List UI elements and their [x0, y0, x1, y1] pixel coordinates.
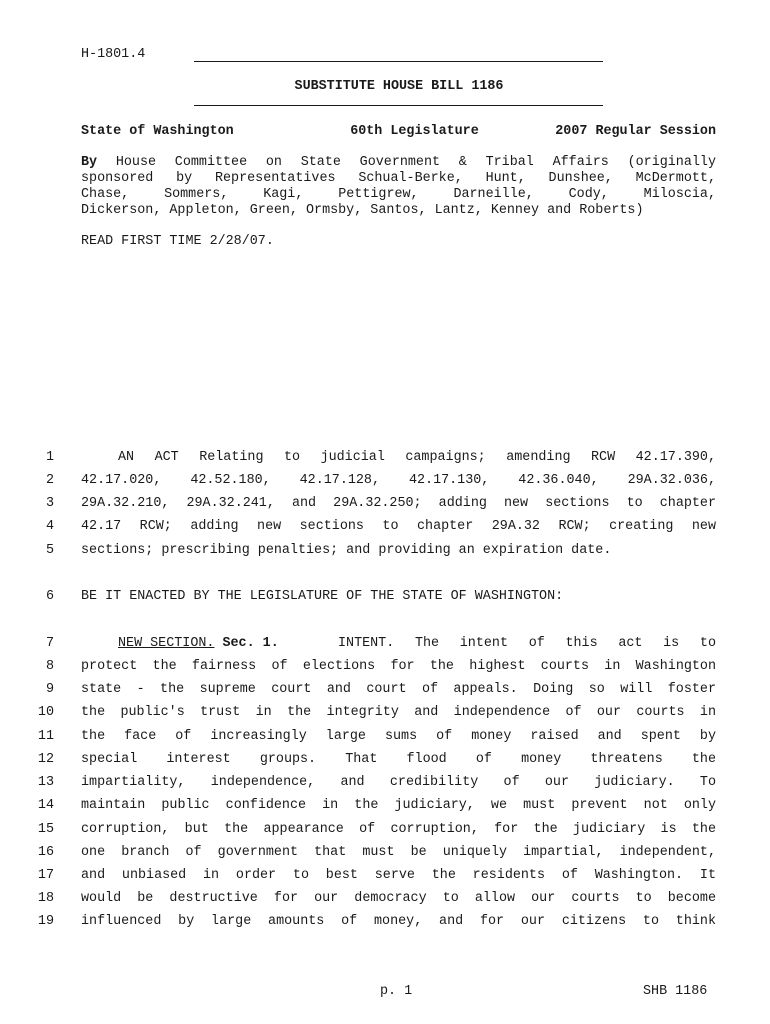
line-number: 7 — [45, 636, 54, 651]
session-line — [81, 124, 716, 139]
sponsor-line-2: sponsored by Representatives Schual-Berke, Hunt, Dunshee, McDermott, — [81, 171, 716, 186]
body-line: corruption, but the appearance of corruption, for the judiciary is the — [81, 822, 716, 837]
state-label: State of Washington — [81, 124, 234, 139]
line-number: 6 — [45, 589, 54, 604]
line-number: 2 — [45, 473, 54, 488]
line-number: 16 — [37, 845, 54, 860]
line-number: 1 — [45, 450, 54, 465]
body-line: the public's trust in the integrity and independence of our courts in — [81, 705, 716, 720]
body-line: impartiality, independence, and credibility of our judiciary. To — [81, 775, 716, 790]
line-number: 4 — [45, 519, 54, 534]
body-line: influenced by large amounts of money, and for our citizens to think — [81, 914, 716, 929]
body-line: sections; prescribing penalties; and providing an expiration date. — [81, 543, 612, 558]
line-number: 5 — [45, 543, 54, 558]
body-line: 42.17.020, 42.52.180, 42.17.128, 42.17.130, 42.36.040, 29A.32.036, — [81, 473, 716, 488]
body-line: 29A.32.210, 29A.32.241, and 29A.32.250; adding new sections to chapter — [81, 496, 716, 511]
body-line: protect the fairness of elections for the highest courts in Washington — [81, 659, 716, 674]
body-line: 42.17 RCW; adding new sections to chapter 29A.32 RCW; creating new — [81, 519, 716, 534]
new-section-label: NEW SECTION. Sec. 1. — [118, 636, 279, 651]
line-number: 15 — [37, 822, 54, 837]
sponsor-line-3: Chase, Sommers, Kagi, Pettigrew, Darneille, Cody, Miloscia, — [81, 187, 716, 202]
body-line: INTENT. The intent of this act is to — [338, 636, 716, 651]
line-number: 8 — [45, 659, 54, 674]
line-number: 13 — [37, 775, 54, 790]
enacting-clause: BE IT ENACTED BY THE LEGISLATURE OF THE STATE OF WASHINGTON: — [81, 589, 564, 604]
line-number: 19 — [37, 914, 54, 929]
section-number: Sec. 1. — [222, 636, 279, 651]
header-rule-top — [194, 61, 603, 62]
page-number: p. 1 — [380, 984, 413, 999]
body-line: would be destructive for our democracy to allow our courts to become — [81, 891, 716, 906]
sponsor-line-4: Dickerson, Appleton, Green, Ormsby, Santos, Lantz, Kenney and Roberts) — [81, 203, 644, 218]
by-label: By — [81, 155, 98, 170]
document-code: H-1801.4 — [81, 47, 146, 62]
line-number: 18 — [37, 891, 54, 906]
body-line: AN ACT Relating to judicial campaigns; amending RCW 42.17.390, — [118, 450, 716, 465]
read-first-time: READ FIRST TIME 2/28/07. — [81, 234, 274, 249]
body-line: special interest groups. That flood of money threatens the — [81, 752, 716, 767]
line-number: 10 — [37, 705, 54, 720]
bill-title: SUBSTITUTE HOUSE BILL 1186 — [294, 79, 504, 94]
body-line: one branch of government that must be uniquely impartial, independent, — [81, 845, 716, 860]
body-line: maintain public confidence in the judiciary, we must prevent not only — [81, 798, 716, 813]
sponsor-line-1: By House Committee on State Government & Tribal Affairs (originally — [81, 155, 716, 170]
body-line: the face of increasingly large sums of money raised and spent by — [81, 729, 716, 744]
line-number: 9 — [45, 682, 54, 697]
header-rule-bottom — [194, 105, 603, 106]
line-number: 3 — [45, 496, 54, 511]
line-number: 17 — [37, 868, 54, 883]
legislature-label: 60th Legislature — [350, 124, 479, 139]
session-label: 2007 Regular Session — [555, 124, 716, 139]
body-line: and unbiased in order to best serve the residents of Washington. It — [81, 868, 716, 883]
line-number: 12 — [37, 752, 54, 767]
body-line: state - the supreme court and court of appeals. Doing so will foster — [81, 682, 716, 697]
footer-bill-id: SHB 1186 — [643, 984, 708, 999]
line-number: 14 — [37, 798, 54, 813]
line-number: 11 — [37, 729, 54, 744]
